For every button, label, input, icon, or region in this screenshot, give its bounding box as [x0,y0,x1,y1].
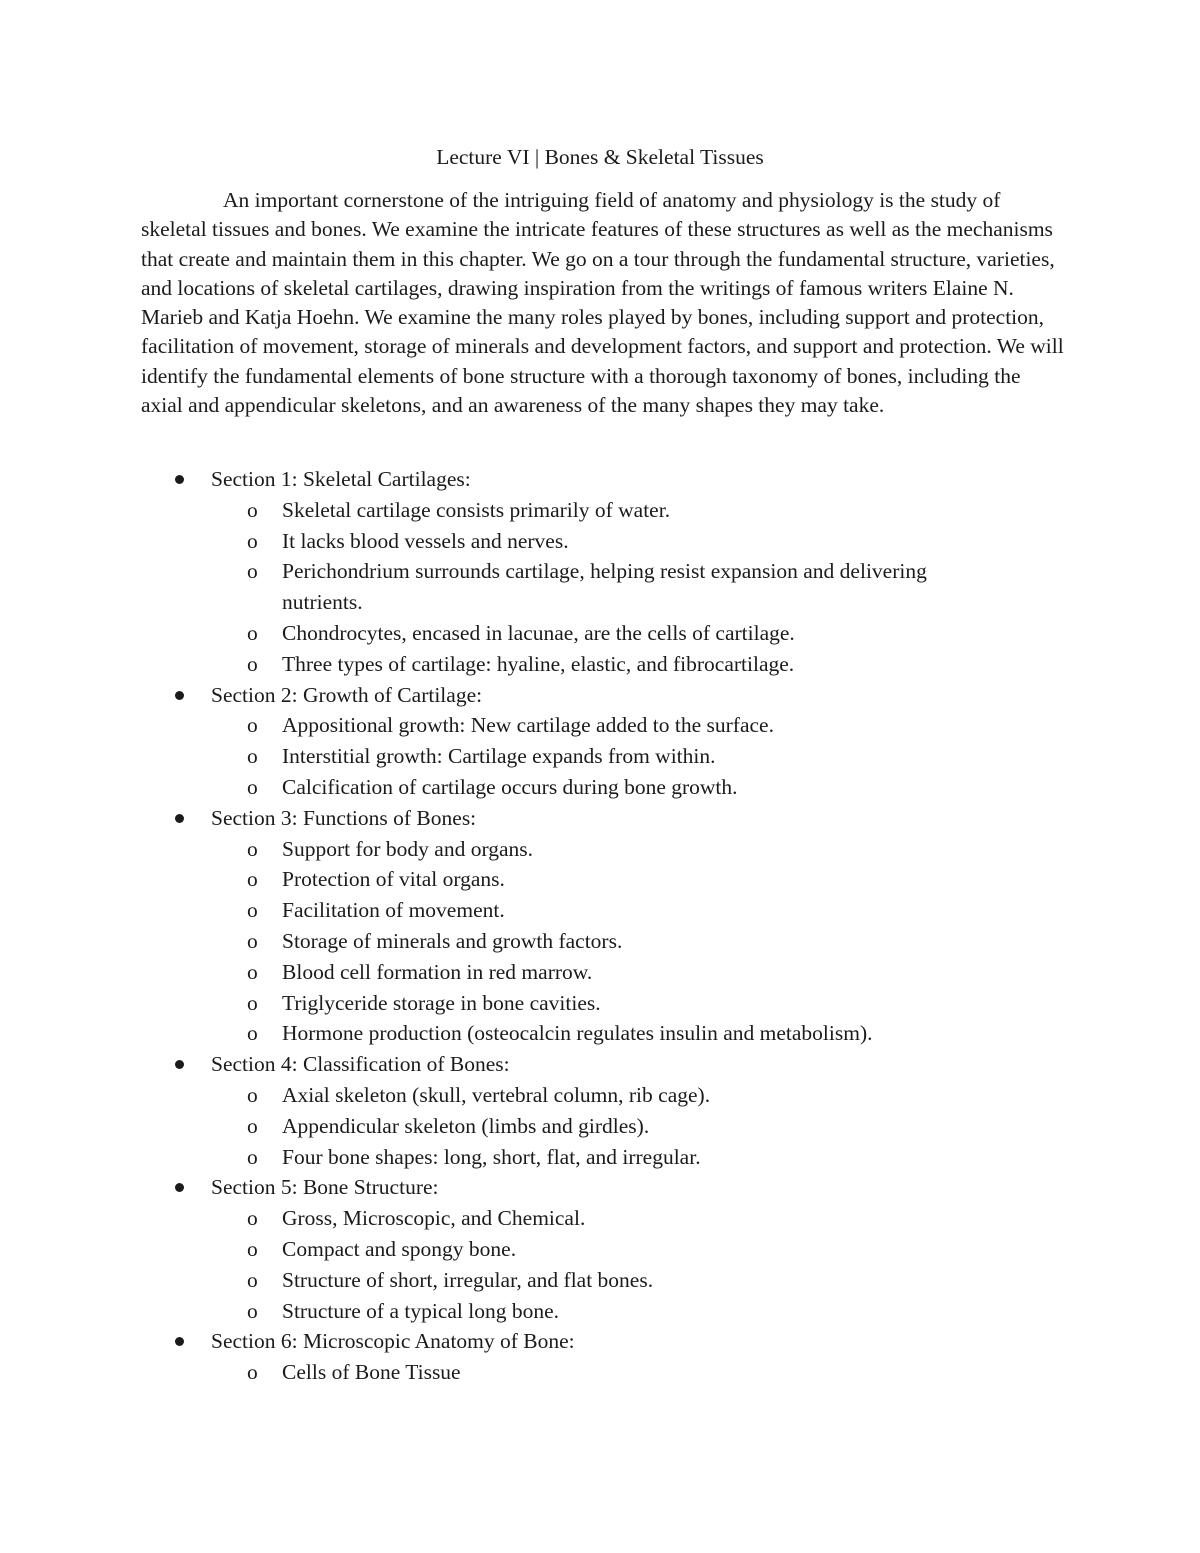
section-item [0,464,1200,680]
list-item-text: Support for body and organs. [282,836,534,861]
circle-bullet-icon: o [247,1113,258,1138]
bullet-icon [175,691,184,700]
list-item [0,864,1002,895]
list-item-text: Skeletal cartilage consists primarily of water. [282,497,671,522]
bullet-icon [175,475,184,484]
sub-item-list [0,834,1200,1050]
list-item-text: Perichondrium surrounds cartilage, helping resist expansion and delivering nutrients. [282,559,927,615]
sub-item-list [0,495,1200,680]
list-item [0,988,1002,1019]
circle-bullet-icon: o [247,867,258,892]
list-item [0,1296,1002,1327]
list-item [0,834,1002,865]
circle-bullet-icon: o [247,559,258,584]
list-item [0,926,1002,957]
bullet-icon [175,814,184,823]
circle-bullet-icon: o [247,651,258,676]
circle-bullet-icon: o [247,898,258,923]
sub-item-list [0,1357,1200,1388]
circle-bullet-icon: o [247,928,258,953]
list-item-text: Structure of short, irregular, and flat bones. [282,1267,654,1292]
list-item-text: Storage of minerals and growth factors. [282,928,623,953]
circle-bullet-icon: o [247,1360,258,1385]
list-item [0,618,1002,649]
list-item-text: Appositional growth: New cartilage added to the surface. [282,713,774,738]
list-item [0,649,1002,680]
list-item-text: Four bone shapes: long, short, flat, and irregular. [282,1144,701,1169]
circle-bullet-icon: o [247,1267,258,1292]
section-heading [0,1326,1200,1357]
circle-bullet-icon: o [247,1298,258,1323]
list-item [0,895,1002,926]
section-list [0,464,1200,1388]
list-item-text: Triglyceride storage in bone cavities. [282,990,601,1015]
list-item [0,495,1002,526]
list-item-text: Compact and spongy bone. [282,1236,517,1261]
list-item-text: Gross, Microscopic, and Chemical. [282,1206,586,1231]
list-item [0,1234,1002,1265]
list-item [0,1080,1002,1111]
section-heading [0,680,1200,711]
circle-bullet-icon: o [247,1021,258,1046]
section-heading [0,1049,1200,1080]
section-item [0,680,1200,803]
list-item [0,772,1002,803]
section-label: Section 6: Microscopic Anatomy of Bone: [211,1329,575,1354]
circle-bullet-icon: o [247,1144,258,1169]
bullet-icon [175,1183,184,1192]
bullet-icon [175,1060,184,1069]
circle-bullet-icon: o [247,1236,258,1261]
section-heading [0,464,1200,495]
intro-paragraph: An important cornerstone of the intriguing field of anatomy and physiology is the study of skeletal tissues and bones. We examine the intricate features of these structures as well as the mechanisms that create and maintain them in this chapter. We go on a tour through the fundamental structure, varieties, and locations of skeletal cartilages, drawing inspiration from the writings of famous writers Elaine N. Marieb and Katja Hoehn. We examine the many roles played by bones, including support and protection, facilitation of movement, storage of minerals and development factors, and support and protection. We will identify the fundamental elements of bone structure with a thorough taxonomy of bones, including the axial and appendicular skeletons, and an awareness of the many shapes they may take. [141,188,1064,418]
list-item-text: Facilitation of movement. [282,898,505,923]
list-item-text: Chondrocytes, encased in lacunae, are the cells of cartilage. [282,620,795,645]
list-item [0,1265,1002,1296]
bullet-icon [175,1337,184,1346]
list-item [0,1111,1002,1142]
list-item [0,1203,1002,1234]
list-item-text: Three types of cartilage: hyaline, elastic, and fibrocartilage. [282,651,795,676]
list-item [0,710,1002,741]
list-item-text: Hormone production (osteocalcin regulates insulin and metabolism). [282,1021,873,1046]
section-item [0,1326,1200,1388]
circle-bullet-icon: o [247,959,258,984]
circle-bullet-icon: o [247,528,258,553]
section-item [0,1172,1200,1326]
section-label: Section 3: Functions of Bones: [211,805,477,830]
section-item [0,803,1200,1049]
sub-item-list [0,1203,1200,1326]
sub-item-list [0,710,1200,802]
list-item [0,957,1002,988]
list-item-text: Protection of vital organs. [282,867,505,892]
list-item-text: It lacks blood vessels and nerves. [282,528,569,553]
list-item [0,1142,1002,1173]
circle-bullet-icon: o [247,774,258,799]
list-item [0,741,1002,772]
section-label: Section 4: Classification of Bones: [211,1052,510,1077]
list-item [0,556,1002,618]
list-item-text: Appendicular skeleton (limbs and girdles). [282,1113,650,1138]
circle-bullet-icon: o [247,713,258,738]
list-item [0,526,1002,557]
circle-bullet-icon: o [247,836,258,861]
sub-item-list [0,1080,1200,1172]
circle-bullet-icon: o [247,620,258,645]
circle-bullet-icon: o [247,990,258,1015]
circle-bullet-icon: o [247,1082,258,1107]
circle-bullet-icon: o [247,497,258,522]
section-label: Section 2: Growth of Cartilage: [211,682,483,707]
list-item-text: Blood cell formation in red marrow. [282,959,593,984]
list-item-text: Structure of a typical long bone. [282,1298,560,1323]
section-heading [0,1172,1200,1203]
section-label: Section 5: Bone Structure: [211,1175,439,1200]
page-title: Lecture VI | Bones & Skeletal Tissues [436,145,764,169]
list-item [0,1357,1002,1388]
circle-bullet-icon: o [247,1206,258,1231]
section-label: Section 1: Skeletal Cartilages: [211,467,471,491]
list-item-text: Axial skeleton (skull, vertebral column, rib cage). [282,1082,711,1107]
list-item [0,1018,1002,1049]
list-item-text: Calcification of cartilage occurs during bone growth. [282,774,738,799]
section-item [0,1049,1200,1172]
circle-bullet-icon: o [247,744,258,769]
list-item-text: Cells of Bone Tissue [282,1360,461,1385]
section-heading [0,803,1200,834]
list-item-text: Interstitial growth: Cartilage expands from within. [282,744,716,769]
